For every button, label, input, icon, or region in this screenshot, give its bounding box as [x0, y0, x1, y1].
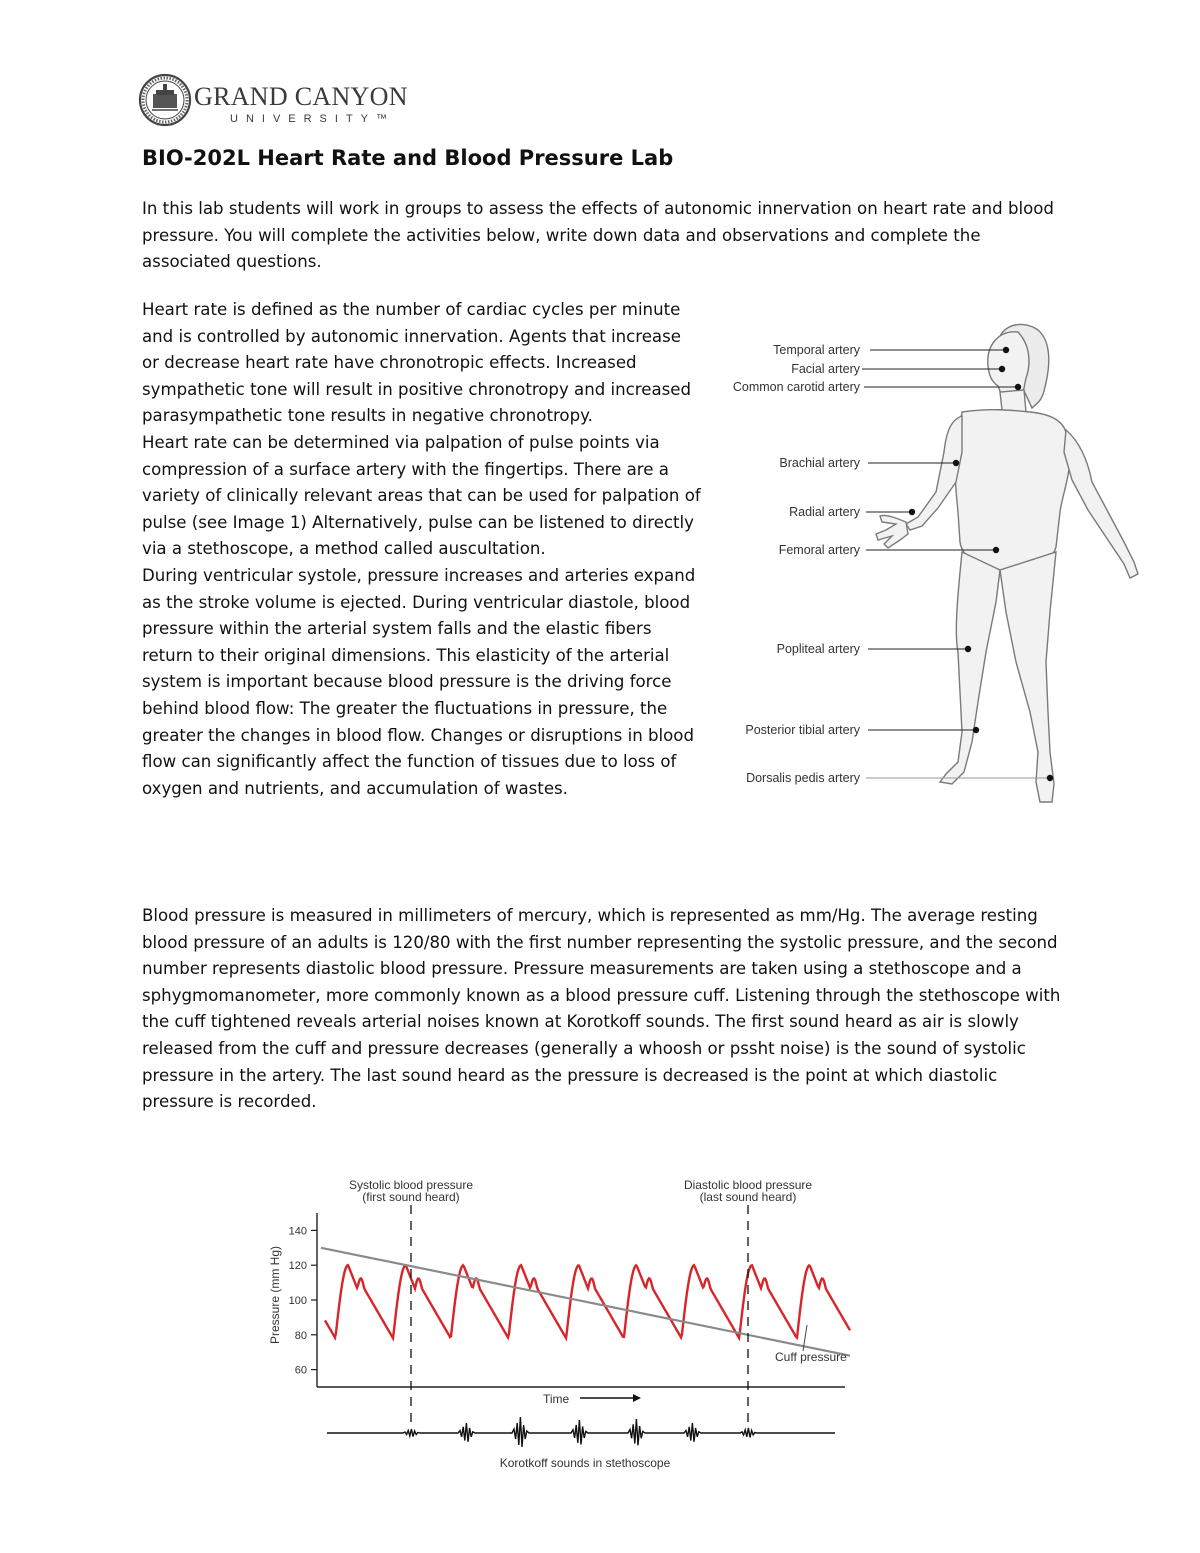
heart-rate-section [142, 297, 702, 802]
time-arrow [580, 1394, 641, 1402]
cuff-pressure-line [321, 1248, 850, 1356]
palpation-paragraph: Heart rate can be determined via palpation of pulse points via compression of a surface artery with the fingertips. There are a variety of clinically relevant areas that can be used for palpation of pulse (see Image 1) Alternatively, pulse can be listened to directly via a stethoscope, a method called auscultation. [142, 432, 701, 559]
label-temporal-artery: Temporal artery [773, 343, 860, 357]
korotkoff-label: Korotkoff sounds in stethoscope [499, 1456, 671, 1470]
heart-rate-paragraph: Heart rate is defined as the number of cardiac cycles per minute and is controlled by autonomic innervation. Agents that increase or decrease heart rate have chronotropic effects. Increased sympathetic tone will result in positive chronotropy and increased parasympathetic tone results in negative chronotropy. [142, 300, 692, 426]
intro-text: In this lab students will work in groups to assess the effects of autonomic innervation on heart rate and blood pressure. You will complete the activities below, write down data and observations and complete the associated questions. [142, 199, 1054, 272]
systolic-sub: (first sound heard) [362, 1190, 460, 1204]
cuff-pressure-label: Cuff pressure [775, 1350, 847, 1364]
intro-paragraph [142, 196, 1072, 276]
blood-pressure-section [142, 903, 1072, 1116]
blood-pressure-paragraph: Blood pressure is measured in millimeters of mercury, which is represented as mm/Hg. The average resting blood pressure of an adults is 120/80 with the first number representing the systolic pressure, and the second number represents diastolic blood pressure. Pressure measurements are taken using a stethoscope and a sphygmomanometer, more commonly known as a blood pressure cuff. Listening through the stethoscope with the cuff tightened reveals arterial noises known at Korotkoff sounds. The first sound heard as air is slowly released from the cuff and pressure decreases (generally a whoosh or pssht noise) is the sound of systolic pressure in the artery. The last sound heard as the pressure is decreased is the point at which diastolic pressure is recorded. [142, 906, 1061, 1112]
label-facial-artery: Facial artery [791, 362, 860, 376]
label-femoral-artery: Femoral artery [778, 543, 860, 557]
systolic-label: Systolic blood pressure [348, 1178, 474, 1192]
y-tick-label: 80 [294, 1329, 307, 1342]
diastolic-label: Diastolic blood pressure [683, 1178, 813, 1192]
korotkoff-sound-trace [327, 1417, 835, 1447]
y-tick-label: 140 [288, 1225, 307, 1238]
label-radial-artery: Radial artery [789, 505, 860, 519]
y-axis-label: Pressure (mm Hg) [268, 1245, 282, 1345]
blood-pressure-figure [255, 1165, 875, 1475]
human-body-illustration [700, 312, 1170, 812]
diastolic-sub: (last sound heard) [699, 1190, 797, 1204]
time-label: Time [543, 1392, 570, 1406]
pulse-points-figure [700, 312, 1170, 812]
y-tick-label: 100 [288, 1295, 307, 1307]
y-tick-label: 120 [288, 1260, 307, 1273]
y-tick-label: 60 [294, 1364, 307, 1377]
label-dorsalis-pedis-artery: Dorsalis pedis artery [746, 771, 860, 785]
label-popliteal-artery: Popliteal artery [776, 642, 860, 656]
logo-wordmark: GRAND CANYON [194, 82, 408, 111]
label-brachial-artery: Brachial artery [779, 456, 860, 470]
logo-subtitle: UNIVERSITY™ [230, 113, 396, 125]
pulse-wave-group [321, 1248, 850, 1356]
korotkoff-trace [327, 1417, 835, 1447]
label-common-carotid-artery: Common carotid artery [732, 380, 860, 394]
korotkoff-diagram [255, 1165, 875, 1475]
y-ticks [289, 1225, 317, 1376]
systole-paragraph: During ventricular systole, pressure increases and arteries expand as the stroke volume is ejected. During ventricular diastole, blood pressure within the arterial system falls and the elastic fibers return to their original dimensions. This elasticity of the arterial system is important because blood pressure is the driving force behind blood flow: The greater the fluctuations in pressure, the greater the changes in blood flow. Changes or disruptions in blood flow can significantly affect the function of tissues due to loss of oxygen and nutrients, and accumulation of wastes. [142, 565, 696, 798]
page-title: BIO-202L Heart Rate and Blood Pressure Lab [142, 146, 674, 170]
university-logo [138, 70, 408, 130]
label-posterior-tibial-artery: Posterior tibial artery [745, 723, 860, 737]
university-seal-icon [138, 70, 192, 130]
